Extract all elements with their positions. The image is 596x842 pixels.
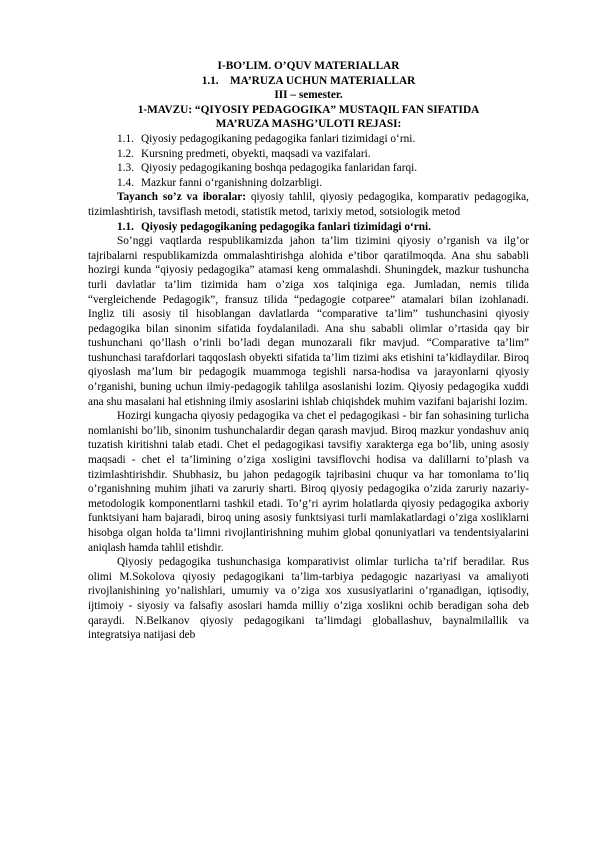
body-paragraph: Hozirgi kungacha qiyosiy pedagogika va chet el pedagogikasi - bir fan sohasining turlicha nomlanishi bo’lib, sinonim tushunchalardir degan qarash mavjud. Biroq mazkur yondashuv aniq tuzatish kiritishni talab etadi. Chet el pedagogikasi tavsifiy xarakterga ega bo’lib, uning asosiy maqsadi - chet el ta’limining o’ziga xosligini tavsiflovchi hodisa va dalillarni to’plash va tizimlashtirishdir. Shubhasiz, bu jahon pedagogik tajribasini chuqur va har tomonlama to’liq o’rganishning muhim jihati va zaruriy sharti. Biroq qiyosiy pedagogika o’zida zaruriy nazariy-metodologik komponentlarni tashkil etadi. To’g’ri ayrim holatlarda qiyosiy pedagogika axboriy funktsiyani ham bajaradi, biroq uning asosiy funktsiyasi turli mamlakatlardagi o’ziga xosliklarni hisobga olgan holda ta’limni rivojlantirishning muhim global qonuniyatlari va tendentsiyalarini aniqlash hamda tahlil etishdir. (88, 410, 529, 554)
plan-heading: MA’RUZA MASHG’ULOTI REJASI: (215, 118, 402, 131)
document-page (88, 59, 529, 643)
plan-item-number: 1.1. (117, 132, 134, 145)
plan-item-number: 1.4. (117, 176, 134, 189)
section-title (88, 74, 529, 89)
subsection-heading (88, 220, 529, 235)
body-paragraph: Qiyosiy pedagogika tushunchasiga komparativist olimlar turlicha ta’rif beradilar. Rus olimi M.Sokolova qiyosiy pedagogikani ta’lim-tarbiya pedagogic nazariyasi va amaliyoti rivojlanishining yo’nalishlari, umumiy va o’ziga xos xususiyatlarini o’rganadigan, iqtisodiy, ijtimoiy - siyosiy va falsafiy asoslari hamda milliy o’ziga xoslikni ochib beradigan soha deb qaraydi. N.Belkanov qiyosiy pedagogikani ta’limdagi globallashuv, baynalmilallik va integratsiya natijasi deb (88, 556, 529, 642)
topic-heading: 1-MAVZU: “QIYOSIY PEDAGOGIKA” MUSTAQIL FAN SIFATIDA (137, 103, 480, 116)
keywords-text: qiyosiy tahlil, qiyosiy pedagogika, komparativ pedagogika, tizimlashtirish, tavsiflash metodi, statistik metod, tarixiy metod, sotsiologik metod (88, 191, 529, 218)
plan-item-text: Kursning predmeti, obyekti, maqsadi va vazifalari. (141, 147, 371, 160)
section-number: 1.1. (201, 74, 219, 87)
subsection-title: Qiyosiy pedagogikaning pedagogika fanlari tizimidagi o‘rni. (141, 220, 431, 233)
part-title: I-BO’LIM. O’QUV MATERIALLAR (217, 60, 400, 72)
plan-item-text: Qiyosiy pedagogikaning boshqa pedagogika fanlaridan farqi. (141, 162, 418, 175)
plan-item-number: 1.3. (117, 162, 134, 175)
plan-list (88, 132, 529, 190)
keywords-label: Tayanch so’z va iboralar: (117, 191, 247, 204)
keywords-paragraph (88, 190, 529, 219)
subsection-number: 1.1. (117, 220, 134, 233)
plan-item-text: Mazkur fanni o‘rganishning dolzarbligi. (141, 176, 323, 189)
plan-item (88, 161, 529, 176)
body-paragraph: So’nggi vaqtlarda respublikamizda jahon ta’lim tizimini qiyosiy o’rganish va ilg’or tajribalarni respublikamizda ommalashtirishga alohida e’tibor qaratilmoqda. Ana shu sababli hozirgi kunda “qiyosiy pedagogika” atamasi keng ommalashdi. Shuningdek, mazkur tushuncha turli davlatlar ta’lim tizimida ham o’ziga xos talqiniga ega. Jumladan, nemis tilida “vergleichende Pedagogik”, fransuz tilida “pedagogie cotparee” atamalari bilan izohlanadi. Ingliz tili asosiy til hisoblangan davlatlarda “comparative ta’lim” tushunchasini qiyosiy pedagogika bilan sinonim sifatida foydalaniladi. Ana shu sababli olimlar o’rtasida qay bir tushunchani qo’llash o’rinli bo’ladi degan munozarali fikr mavjud. “Comparative ta’lim” tushunchasi tarafdorlari taqqoslash obyekti sifatida ta’lim tizimi aks etishini ta’kidlaydilar. Biroq qiyoslash ma’lum bir pedagogik muammoga tegishli narsa-hodisa va jarayonlarni qiyosiy o’rganishi, buning uchun ilmiy-pedagogik tahlilga asoslanishi lozim. Qiyosiy pedagogika xuddi ana shu masalani hal etishning ilmiy asoslarini ishlab chiqishdek muhim vazifani bajarishi lozim. (88, 235, 529, 408)
plan-item-text: Qiyosiy pedagogikaning pedagogika fanlari tizimidagi o‘rni. (141, 132, 416, 145)
plan-item (88, 147, 529, 162)
plan-item (88, 176, 529, 191)
section-title-text: MA’RUZA UCHUN MATERIALLAR (229, 74, 416, 87)
plan-item-number: 1.2. (117, 147, 134, 160)
plan-item (88, 132, 529, 147)
semester-heading: III – semester. (274, 89, 343, 102)
